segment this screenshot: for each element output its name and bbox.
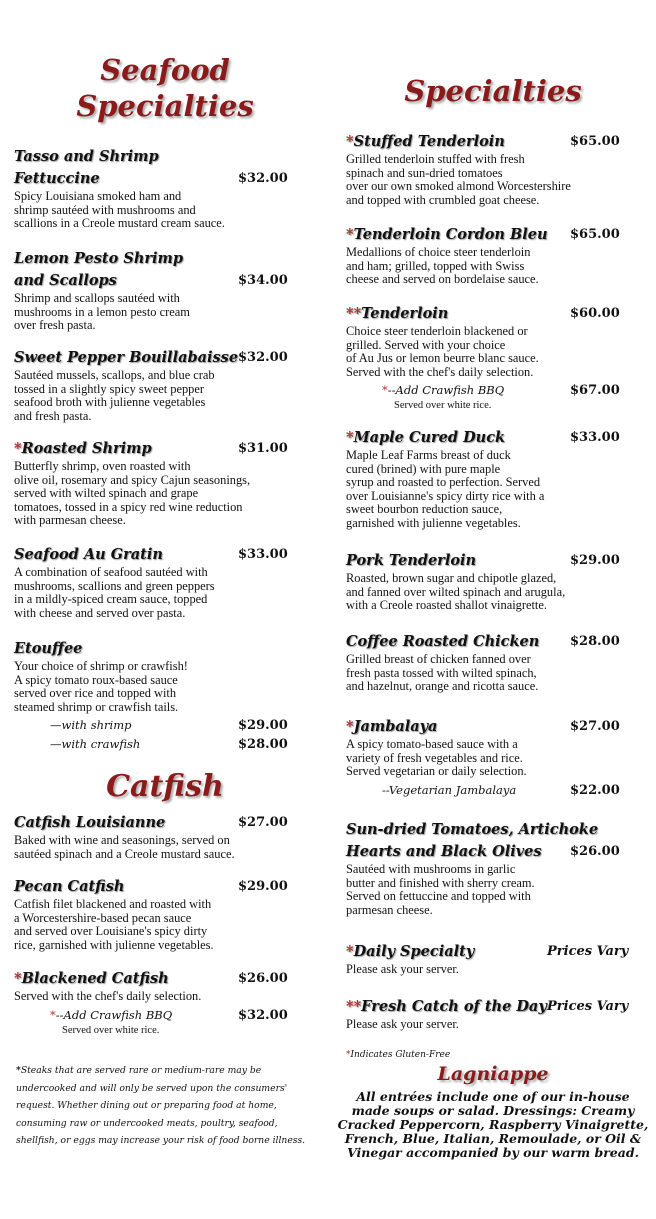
lagniappe-text: All entrées include one of our in-house made soups or salad. Dressings: Creamy Cracked Peppercorn, Raspberry Vinaigrette, French, Blue, Italian, Remoulade, or Oil & Vinegar accompanied by our warm bread. <box>337 1089 649 1160</box>
gluten-free-star: * <box>346 226 354 243</box>
item-name-text: Coffee Roasted Chicken <box>346 633 540 650</box>
gluten-free-text: Indicates Gluten-Free <box>350 1050 451 1060</box>
menu-item <box>346 941 646 977</box>
item-price: $28.00 <box>570 634 620 649</box>
menu-item <box>14 876 314 952</box>
item-price: Prices Vary <box>547 999 629 1014</box>
addon-label: —with crawfish <box>50 737 141 752</box>
item-price: $34.00 <box>238 273 288 288</box>
menu-item <box>346 631 646 694</box>
item-description: Catfish filet blackened and roasted with a Worcestershire-based pecan sauce and served over Louisiane's spicy dirty rice, garnished with julienne vegetables. <box>14 897 214 952</box>
gluten-free-star: ** <box>346 305 362 322</box>
item-price: $29.00 <box>570 553 620 568</box>
menu-item <box>346 996 646 1032</box>
item-name-text: Pork Tenderloin <box>346 552 477 569</box>
addon-label: —with shrimp <box>50 718 132 733</box>
item-name-line2: and Scallops <box>14 272 117 289</box>
item-price: $26.00 <box>570 844 620 859</box>
item-price: Prices Vary <box>547 944 629 959</box>
menu-item <box>14 146 314 231</box>
item-description: Baked with wine and seasonings, served on sautéed spinach and a Creole mustard sauce. <box>14 833 235 861</box>
addon-option <box>382 783 516 797</box>
menu-item <box>346 303 646 379</box>
addon-note: Served over white rice. <box>62 1024 160 1036</box>
menu-item <box>346 131 646 207</box>
item-description: Please ask your server. <box>346 1017 459 1031</box>
item-price: $65.00 <box>570 134 620 149</box>
item-price: $65.00 <box>570 227 620 242</box>
item-name-text: Blackened Catfish <box>21 970 169 987</box>
item-name-text: Daily Specialty <box>353 943 475 960</box>
item-name-text: Maple Cured Duck <box>353 429 506 446</box>
addon-label: --Vegetarian Jambalaya <box>382 782 517 797</box>
menu-item <box>14 812 314 861</box>
item-name-text: Jambalaya <box>353 718 438 735</box>
gluten-free-star: * <box>14 440 22 457</box>
addon-option <box>50 737 140 751</box>
item-price: $60.00 <box>570 306 620 321</box>
item-price: $29.00 <box>238 879 288 894</box>
menu-item <box>14 347 314 423</box>
item-description: Choice steer tenderloin blackened or grilled. Served with your choice of Au Jus or lemon beurre blanc sauce. Served with the chef's daily selection. <box>346 324 539 379</box>
item-price: $26.00 <box>238 971 288 986</box>
menu-item <box>346 224 646 287</box>
item-description: Grilled breast of chicken fanned over fresh pasta tossed with wilted spinach, and hazelnut, orange and ricotta sauce. <box>346 652 539 694</box>
addon-note: Served over white rice. <box>394 400 492 412</box>
specialties-title: Specialties <box>404 74 582 108</box>
item-name-text: Tenderloin Cordon Bleu <box>353 226 548 243</box>
item-name-text: Tenderloin <box>361 305 449 322</box>
gluten-free-star: * <box>14 970 22 987</box>
gluten-free-star: * <box>50 1007 56 1022</box>
item-name <box>14 638 314 660</box>
addon-price: $32.00 <box>238 1007 288 1023</box>
menu-item <box>14 248 314 333</box>
gluten-free-star: * <box>346 943 354 960</box>
menu-item <box>346 819 646 917</box>
item-description: Medallions of choice steer tenderloin and ham; grilled, topped with Swiss cheese and served on bordelaise sauce. <box>346 245 539 287</box>
raw-food-disclaimer <box>16 1062 316 1150</box>
menu-item <box>346 427 646 531</box>
item-description: Grilled tenderloin stuffed with fresh spinach and sun-dried tomatoes over our own smoked almond Worcestershire and topped with crumbled goat cheese. <box>346 152 571 207</box>
item-name-text: Stuffed Tenderloin <box>353 133 505 150</box>
menu-item <box>14 968 314 1004</box>
item-name-line2: Hearts and Black Olives <box>346 843 542 860</box>
addon-option <box>382 383 504 397</box>
item-description: Shrimp and scallops sautéed with mushrooms in a lemon pesto cream over fresh pasta. <box>14 291 190 333</box>
item-description: Sautéed mussels, scallops, and blue crab tossed in a slightly spicy sweet pepper seafood broth with julienne vegetables and fresh pasta. <box>14 368 215 423</box>
item-description: Your choice of shrimp or crawfish! A spicy tomato roux-based sauce served over rice and topped with steamed shrimp or crawfish tails. <box>14 659 188 714</box>
disclaimer-asterisk: * <box>16 1065 21 1076</box>
item-price: $33.00 <box>238 547 288 562</box>
item-name-text: Seafood Au Gratin <box>14 546 163 563</box>
item-price: $33.00 <box>570 430 620 445</box>
item-price: $32.00 <box>238 171 288 186</box>
addon-price: $28.00 <box>238 737 288 753</box>
item-name-text: Lemon Pesto Shrimp <box>14 250 183 267</box>
catfish-title: Catfish <box>106 769 224 804</box>
addon-price: $67.00 <box>570 383 620 399</box>
addon-option <box>50 1008 172 1022</box>
item-price: $32.00 <box>238 350 288 365</box>
item-name-text: Sun-dried Tomatoes, Artichoke <box>346 821 599 838</box>
item-description: Butterfly shrimp, oven roasted with olive oil, rosemary and spicy Cajun seasonings, served with wilted spinach and grape tomatoes, tossed in a spicy red wine reduction with parmesan cheese. <box>14 459 251 528</box>
gluten-free-star: ** <box>346 998 362 1015</box>
item-name-text: Sweet Pepper Bouillabaisse <box>14 349 239 366</box>
item-description: Please ask your server. <box>346 962 459 976</box>
item-description: Roasted, brown sugar and chipotle glazed, and fanned over wilted spinach and arugula, with a Creole roasted shallot vinaigrette. <box>346 571 566 613</box>
menu-item <box>346 550 646 613</box>
item-name-text: Roasted Shrimp <box>21 440 152 457</box>
item-name <box>14 146 314 168</box>
menu-item <box>346 716 646 779</box>
item-name-text: Etouffee <box>14 640 83 657</box>
addon-price: $22.00 <box>570 782 620 798</box>
item-description: Served with the chef's daily selection. <box>14 989 202 1003</box>
item-name-text: Tasso and Shrimp <box>14 148 159 165</box>
item-price: $27.00 <box>238 815 288 830</box>
lagniappe-title: Lagniappe <box>437 1063 549 1085</box>
item-price: $27.00 <box>570 719 620 734</box>
item-name-line2: Fettuccine <box>14 170 100 187</box>
item-description: Spicy Louisiana smoked ham and shrimp sautéed with mushrooms and scallions in a Creole mustard cream sauce. <box>14 189 225 231</box>
menu-item <box>14 438 314 528</box>
gluten-free-star: * <box>382 383 388 398</box>
item-price: $31.00 <box>238 441 288 456</box>
gluten-free-star: * <box>346 718 354 735</box>
addon-option <box>50 718 131 732</box>
gluten-free-star: * <box>346 429 354 446</box>
gluten-free-asterisk: * <box>346 1050 351 1060</box>
addon-price: $29.00 <box>238 718 288 734</box>
menu-item <box>14 638 314 714</box>
item-description: A spicy tomato-based sauce with a variety of fresh vegetables and rice. Served vegetarian or daily selection. <box>346 737 527 779</box>
item-name <box>346 819 646 841</box>
item-description: A combination of seafood sautéed with mushrooms, scallions and green peppers in a mildly-spiced cream sauce, topped with cheese and served over pasta. <box>14 565 215 620</box>
addon-label: --Add Crawfish BBQ <box>55 1007 173 1022</box>
seafood-specialties-title: Seafood Specialties <box>76 53 254 123</box>
gluten-free-note <box>346 1050 450 1060</box>
item-name-text: Pecan Catfish <box>14 878 125 895</box>
item-name <box>14 248 314 270</box>
menu-item <box>14 544 314 620</box>
disclaimer-text: Steaks that are served rare or medium-rare may be undercooked and will only be served upon the consumers' request. Whether dining out or preparing food at home, consuming raw or undercooked meats, poultry, seafood, shellfish, or eggs may increase your risk of food borne illness. <box>16 1065 306 1146</box>
item-description: Maple Leaf Farms breast of duck cured (brined) with pure maple syrup and roasted to perfection. Served over Louisianne's spicy dirty rice with a sweet bourbon reduction sauce, garnished with julienne vegetables. <box>346 448 545 530</box>
addon-label: --Add Crawfish BBQ <box>387 383 505 398</box>
item-name-text: Fresh Catch of the Day <box>361 998 547 1015</box>
item-description: Sautéed with mushrooms in garlic butter and finished with sherry cream. Served on fettuccine and topped with parmesan cheese. <box>346 862 535 917</box>
gluten-free-star: * <box>346 133 354 150</box>
item-name-text: Catfish Louisianne <box>14 814 166 831</box>
